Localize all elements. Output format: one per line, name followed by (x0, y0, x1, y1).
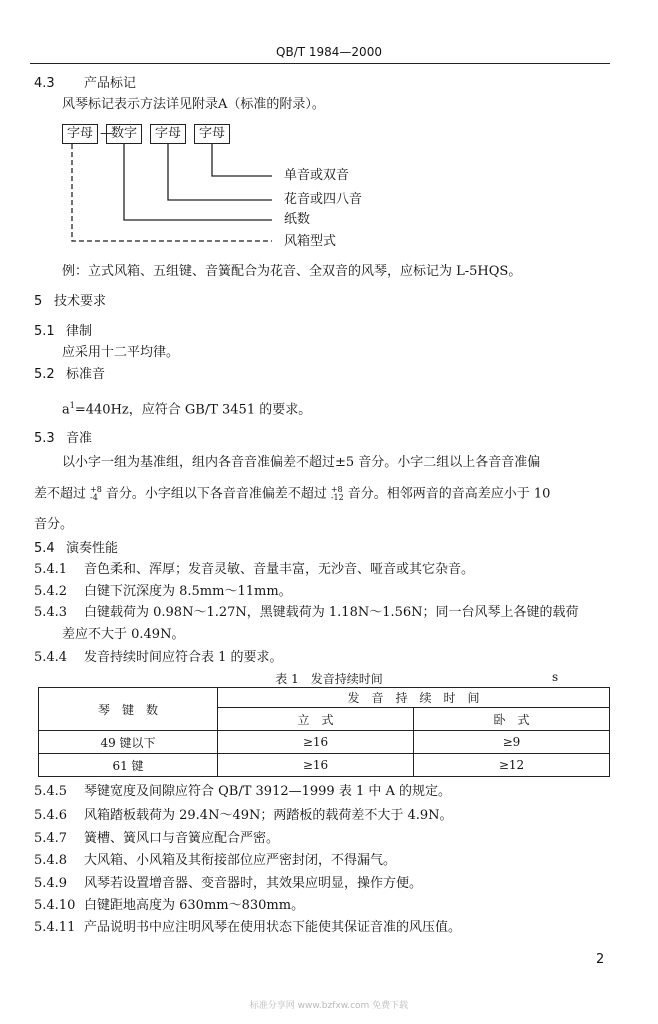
clause-number: 5.4.2 (34, 584, 68, 599)
table-row (39, 754, 610, 777)
leader-line-4 (212, 144, 272, 176)
section-5-1-heading (34, 324, 92, 340)
table-cell-b: ≥12 (413, 754, 609, 777)
clause-5-4-11 (34, 920, 461, 936)
marking-label-2: 花音或四八音 (284, 192, 363, 207)
clause-number: 5.4.5 (34, 784, 68, 799)
section-5-3-line2 (34, 486, 550, 503)
clause-number: 5.4.8 (34, 853, 68, 868)
clause-text: 琴键宽度及间隙应符合 QB/T 3912—1999 表 1 中 A 的规定。 (84, 784, 452, 799)
section-5-2-text (62, 398, 311, 418)
tolerance-1-lower: -4 (90, 493, 98, 502)
table-cell-a: ≥16 (218, 731, 414, 754)
tolerance-text-b: 音分。小字组以下各音音准偏差不超过 (105, 486, 327, 502)
standard-pitch-a: a (62, 402, 70, 418)
table-col-b: 卧 式 (413, 708, 609, 731)
section-title: 演奏性能 (66, 541, 119, 556)
marking-leader-lines (0, 0, 658, 260)
section-number: 5.2 (34, 367, 55, 382)
clause-text: 白键载荷为 0.98N～1.27N，黑键载荷为 1.18N～1.56N；同一台风琴上各键的载荷 (84, 605, 579, 620)
clause-text: 音色柔和、浑厚；发音灵敏、音量丰富，无沙音、哑音或其它杂音。 (84, 562, 475, 577)
clause-text: 簧槽、簧风口与音簧应配合严密。 (84, 831, 280, 846)
table-cell-key: 61 键 (39, 754, 218, 777)
table-row (39, 731, 610, 754)
table-cell-key: 49 键以下 (39, 731, 218, 754)
clause-5-4-1 (34, 562, 474, 578)
section-number: 4.3 (34, 76, 55, 91)
clause-text: 白键距地高度为 630mm～830mm。 (84, 898, 305, 913)
leader-line-1 (72, 144, 272, 241)
clause-number: 5.4.10 (34, 898, 76, 913)
tolerance-1 (90, 486, 102, 502)
section-number: 5 (34, 294, 43, 309)
section-title: 标准音 (66, 367, 106, 382)
section-title: 产品标记 (84, 76, 137, 91)
table-col-key: 琴 键 数 (39, 688, 218, 731)
section-title: 技术要求 (54, 294, 107, 309)
clause-number: 5.4.3 (34, 605, 68, 620)
clause-number: 5.4.1 (34, 562, 68, 577)
section-5-3-line1: 以小字一组为基准组，组内各音音准偏差不超过±5 音分。小字二组以上各音音准偏 (62, 455, 541, 470)
section-4-3-text: 风琴标记表示方法详见附录A（标准的附录）。 (62, 97, 325, 112)
clause-5-4-3 (34, 605, 579, 621)
clause-number: 5.4.11 (34, 920, 76, 935)
table-1 (38, 687, 610, 777)
clause-text: 风箱踏板载荷为 29.4N～49N；两踏板的载荷差不大于 4.9N。 (84, 808, 453, 823)
clause-5-4-6 (34, 808, 453, 824)
clause-text: 白键下沉深度为 8.5mm～11mm。 (84, 584, 292, 599)
leader-line-3 (168, 144, 272, 200)
clause-5-4-5 (34, 784, 451, 800)
section-number: 5.3 (34, 431, 55, 446)
marking-label-1: 单音或双音 (284, 168, 350, 183)
clause-5-4-3-cont: 差应不大于 0.49N。 (62, 627, 185, 642)
clause-text: 风琴若设置增音器、变音器时，其效果应明显，操作方便。 (84, 876, 423, 891)
clause-text: 发音持续时间应符合表 1 的要求。 (84, 650, 283, 665)
marking-label-4: 风箱型式 (284, 234, 337, 249)
standard-pitch-text: =440Hz，应符合 GB/T 3451 的要求。 (74, 402, 312, 418)
tolerance-text-a: 差不超过 (34, 486, 87, 502)
clause-number: 5.4.6 (34, 808, 68, 823)
marking-example: 例：立式风箱、五组键、音簧配合为花音、全双音的风琴，应标记为 L-5HQS。 (62, 264, 522, 279)
section-title: 音准 (66, 431, 93, 446)
table-1-caption: 表 1 发音持续时间 (275, 672, 383, 686)
page-header-title: QB/T 1984—2000 (276, 45, 382, 59)
tolerance-2-lower: -12 (330, 493, 344, 502)
section-5-4-heading (34, 541, 118, 557)
table-col-group: 发 音 持 续 时 间 (218, 688, 610, 708)
standard-pitch-sup: 1 (69, 401, 75, 410)
footer-watermark: 标准分享网 www.bzfxw.com 免费下载 (249, 1001, 409, 1011)
clause-number: 5.4.4 (34, 650, 68, 665)
clause-text: 大风箱、小风箱及其衔接部位应严密封闭，不得漏气。 (84, 853, 397, 868)
tolerance-2 (331, 486, 344, 502)
section-5-2-heading (34, 367, 105, 383)
leader-line-2 (124, 144, 272, 220)
marking-dash: — (100, 126, 113, 141)
tolerance-text-c: 音分。相邻两音的音高差应小于 10 (347, 486, 551, 502)
clause-5-4-10 (34, 898, 304, 914)
marking-box-letter-1: 字母 (62, 124, 98, 144)
clause-5-4-2 (34, 584, 292, 600)
marking-label-3: 纸数 (284, 212, 311, 227)
tolerance-1-upper: +8 (90, 485, 102, 494)
section-number: 5.4 (34, 541, 55, 556)
marking-box-letter-3: 字母 (194, 124, 230, 144)
page-number: 2 (596, 952, 605, 967)
section-5-3-heading (34, 431, 92, 447)
clause-5-4-4 (34, 650, 283, 666)
table-col-a: 立 式 (218, 708, 414, 731)
clause-number: 5.4.7 (34, 831, 68, 846)
tolerance-2-upper: +8 (330, 485, 343, 494)
section-number: 5.1 (34, 324, 55, 339)
clause-5-4-8 (34, 853, 396, 869)
clause-5-4-9 (34, 876, 422, 892)
table-cell-b: ≥9 (413, 731, 609, 754)
section-5-1-text: 应采用十二平均律。 (62, 345, 180, 360)
section-5-3-line3: 音分。 (34, 517, 74, 532)
clause-text: 产品说明书中应注明风琴在使用状态下能使其保证音准的风压值。 (84, 920, 462, 935)
table-header-row (39, 688, 610, 708)
clause-number: 5.4.9 (34, 876, 68, 891)
marking-box-number: 数字 (106, 124, 142, 144)
table-cell-a: ≥16 (218, 754, 414, 777)
clause-5-4-7 (34, 831, 279, 847)
section-5-heading (34, 294, 106, 310)
marking-box-letter-2: 字母 (150, 124, 186, 144)
table-1-unit: s (552, 670, 559, 684)
section-title: 律制 (66, 324, 93, 339)
